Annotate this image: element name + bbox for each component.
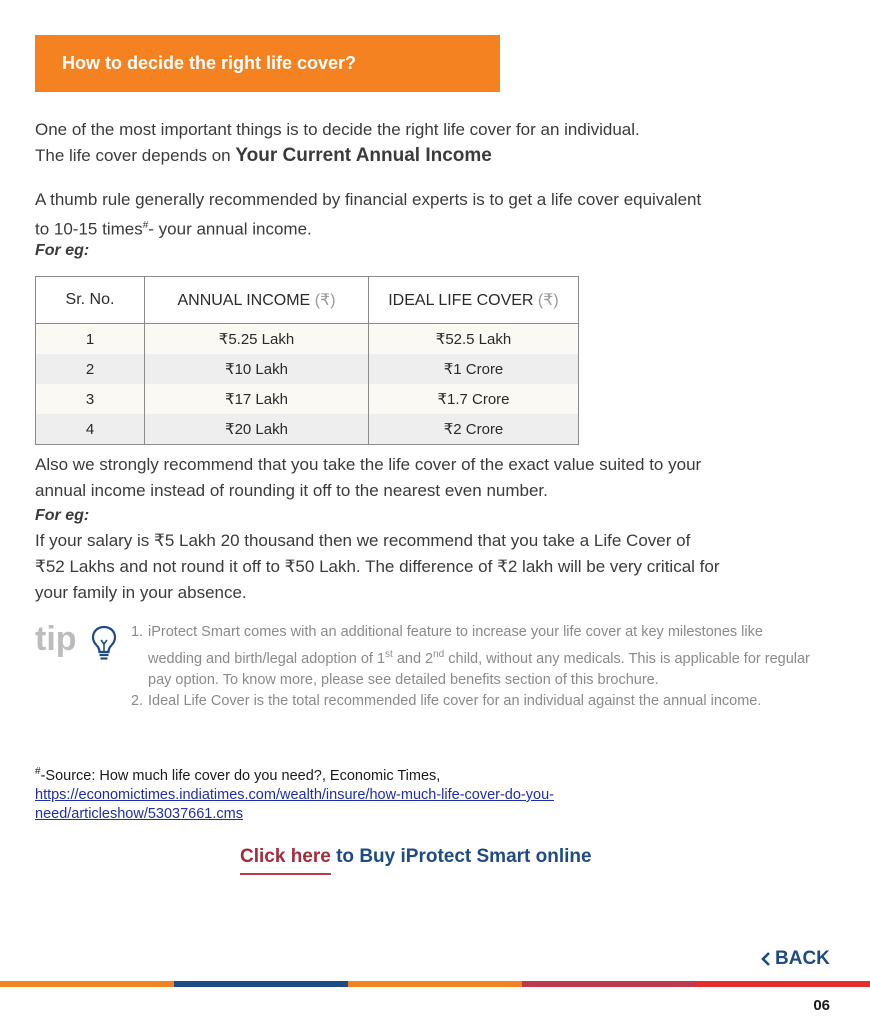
tip-item-number: 2. [131, 693, 144, 710]
rule-line-2 [35, 213, 701, 243]
source-link[interactable]: https://economictimes.indiatimes.com/wealth/insure/how-much-life-cover-do-you-need/articleshow/53037661.cms [35, 786, 554, 822]
header-income-currency: (₹) [314, 292, 336, 309]
example-line-2: ₹52 Lakhs and not round it off to ₹50 Lakh. The difference of ₹2 lakh will be very critical for [35, 557, 720, 576]
back-button[interactable] [760, 948, 830, 970]
cta-text: to Buy iProtect Smart online [330, 846, 592, 867]
intro-line-2-prefix: The life cover depends on [35, 146, 236, 165]
rule-line-2-prefix: to 10-15 times [35, 219, 143, 239]
tip-sup-st: st [385, 648, 393, 660]
cell-income: ₹10 Lakh [145, 354, 369, 384]
source-citation [35, 762, 675, 824]
tip-item [128, 622, 818, 691]
cell-cover: ₹1.7 Crore [369, 384, 579, 414]
intro-highlight: Your Current Annual Income [235, 145, 492, 166]
example-paragraph [35, 528, 720, 606]
tip-list [128, 622, 818, 713]
rule-line-2-suffix: - your annual income. [148, 219, 312, 239]
header-annual-income-label: ANNUAL INCOME [177, 292, 311, 309]
tip-item-text: Ideal Life Cover is the total recommended life cover for an individual against the annual income. [148, 693, 762, 710]
chevron-left-icon [760, 951, 772, 967]
click-here-link[interactable]: Click here [240, 846, 331, 875]
tip-sup-nd: nd [433, 648, 445, 660]
table-row [36, 324, 579, 355]
tip-item-text: and 2 [392, 650, 434, 667]
recommend-line-1: Also we strongly recommend that you take the life cover of the exact value suited to your [35, 455, 702, 474]
cell-income: ₹20 Lakh [145, 414, 369, 445]
table-row [36, 354, 579, 384]
footer-bar-segment [522, 981, 696, 987]
eg-label-1: For eg: [35, 242, 90, 259]
rule-line-1: A thumb rule generally recommended by financial experts is to get a life cover equivalent [35, 190, 702, 209]
cell-cover: ₹52.5 Lakh [369, 324, 579, 355]
footer-bar-segment [174, 981, 348, 987]
source-text: -Source: How much life cover do you need?, Economic Times, [40, 767, 441, 784]
cell-cover: ₹2 Crore [369, 414, 579, 445]
source-footnote-mark: # [35, 766, 41, 777]
cell-cover: ₹1 Crore [369, 354, 579, 384]
tip-item-text: iProtect Smart comes with an additional feature to increase your life cover at key milestones like wedding and birth/legal adoption of 1 [148, 624, 763, 667]
cell-sr: 4 [36, 414, 145, 445]
header-ideal-cover-label: IDEAL LIFE COVER [388, 292, 534, 309]
life-cover-table [35, 276, 579, 445]
table-row [36, 414, 579, 445]
recommend-paragraph [35, 452, 701, 504]
intro-line-2 [35, 143, 640, 169]
back-label: BACK [775, 948, 830, 969]
banner-title: How to decide the right life cover? [62, 53, 357, 73]
header-annual-income [145, 277, 369, 324]
tip-item-number: 1. [131, 624, 144, 640]
cell-sr: 3 [36, 384, 145, 414]
intro-paragraph [35, 117, 640, 169]
table-row [36, 384, 579, 414]
example-line-1: If your salary is ₹5 Lakh 20 thousand then we recommend that you take a Life Cover of [35, 531, 691, 550]
rule-footnote-mark: # [142, 220, 149, 231]
buy-cta [240, 846, 592, 868]
tip-item [128, 691, 818, 713]
recommend-line-2: annual income instead of rounding it off to the nearest even number. [35, 481, 548, 500]
cell-income: ₹5.25 Lakh [145, 324, 369, 355]
footer-bar-segment [696, 981, 870, 987]
footer-bar-segment [0, 981, 174, 987]
header-ideal-cover [369, 277, 579, 324]
cell-income: ₹17 Lakh [145, 384, 369, 414]
footer-bar-segment [348, 981, 522, 987]
header-sr-no: Sr. No. [36, 277, 145, 324]
page-number: 06 [813, 997, 830, 1014]
example-line-3: your family in your absence. [35, 583, 247, 602]
eg-label-2: For eg: [35, 507, 90, 524]
intro-line-1: One of the most important things is to decide the right life cover for an individual. [35, 120, 640, 139]
lightbulb-icon [90, 624, 118, 669]
rule-paragraph [35, 187, 701, 243]
section-banner [35, 35, 500, 92]
tip-label: tip [35, 620, 77, 658]
cell-sr: 1 [36, 324, 145, 355]
cell-sr: 2 [36, 354, 145, 384]
table-header-row [36, 277, 579, 324]
header-cover-currency: (₹) [537, 292, 559, 309]
tip-item-text: child, without any medicals. This is applicable for regular pay option. To know more, please see detailed benefits section of this brochure. [148, 650, 810, 688]
